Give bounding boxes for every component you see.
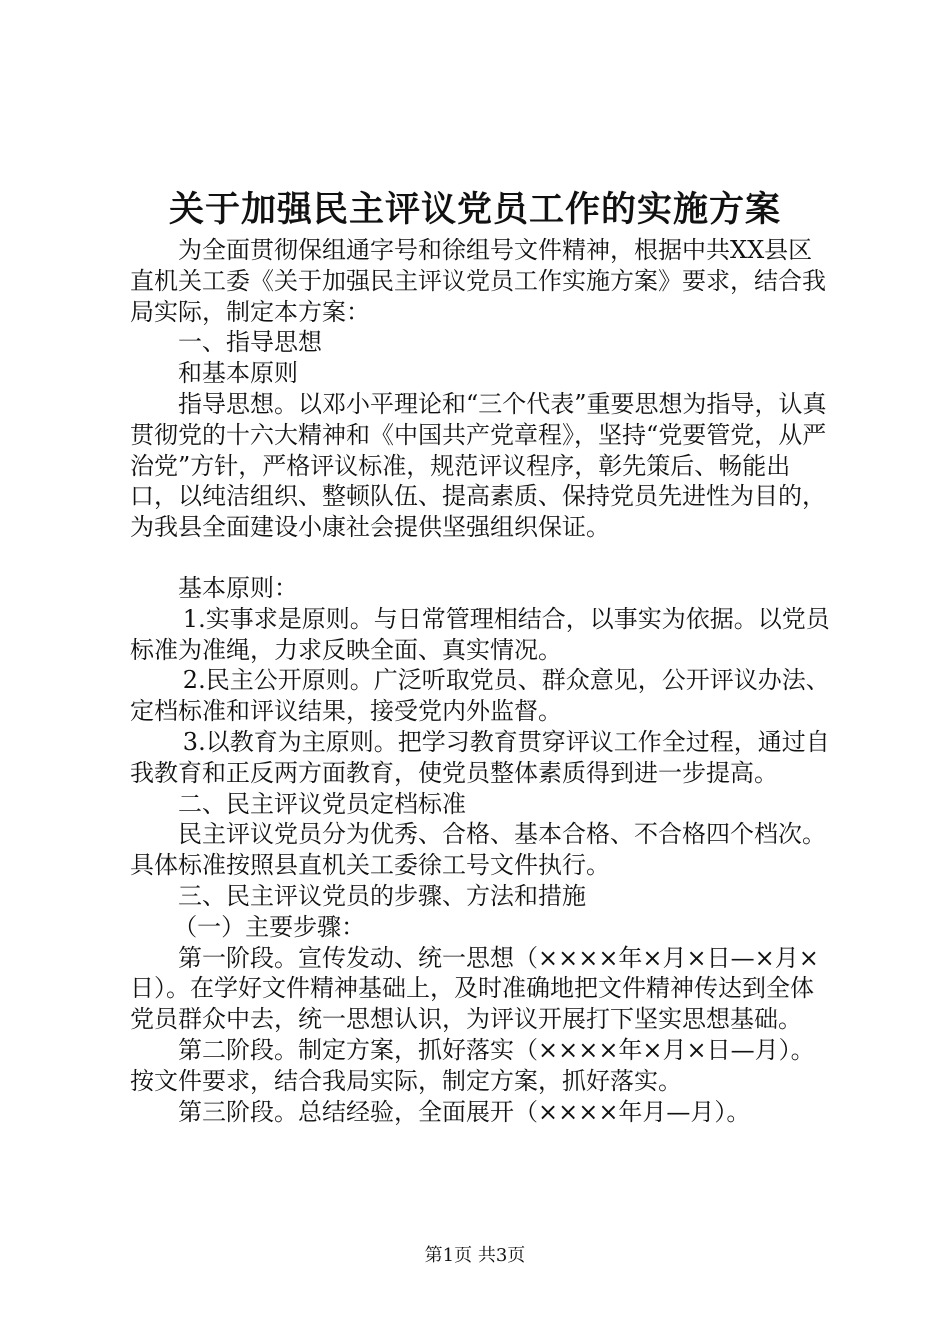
document-body — [130, 235, 835, 1127]
subheading-basic-principles: 基本原则： — [178, 573, 298, 602]
section-heading-1-continued: 和基本原则 — [178, 359, 298, 388]
paragraph-stage-3: 第三阶段。总结经验，全面展开（××××年月—月）。 — [178, 1097, 751, 1126]
section-heading-1: 一、指导思想 — [178, 328, 322, 357]
principle-item-2: 2.民主公开原则。广泛听取党员、群众意见，公开评议办法、定档标准和评议结果，接受党内外监督。 — [130, 666, 830, 726]
section-heading-2: 二、民主评议党员定档标准 — [178, 789, 466, 818]
paragraph-grading-standard: 民主评议党员分为优秀、合格、基本合格、不合格四个档次。具体标准按照县直机关工委徐工号文件执行。 — [130, 820, 826, 880]
paragraph-stage-2: 第二阶段。制定方案，抓好落实（××××年×月×日—月）。按文件要求，结合我局实际，制定方案，抓好落实。 — [130, 1035, 815, 1095]
principle-item-3: 3.以教育为主原则。把学习教育贯穿评议工作全过程，通过自我教育和正反两方面教育，使党员整体素质得到进一步提高。 — [130, 727, 830, 787]
paragraph-intro: 为全面贯彻保组通字号和徐组号文件精神，根据中共XX县区直机关工委《关于加强民主评议党员工作实施方案》要求，结合我局实际，制定本方案： — [130, 236, 826, 326]
section-heading-3: 三、民主评议党员的步骤、方法和措施 — [178, 881, 586, 910]
document-title: 关于加强民主评议党员工作的实施方案 — [168, 189, 781, 230]
paragraph-guiding-ideology: 指导思想。以邓小平理论和“三个代表”重要思想为指导，认真贯彻党的十六大精神和《中国共产党章程》，坚持“党要管党，从严治党”方针，严格评议标准，规范评议程序，彰先策后、畅能出口，以纯洁组织、整顿队伍、提高素质、保持党员先进性为目的，为我县全面建设小康社会提供坚强组织保证。 — [130, 389, 827, 542]
page-footer: 第1页 共3页 — [424, 1245, 526, 1266]
subheading-main-steps: （一）主要步骤： — [173, 912, 366, 941]
paragraph-stage-1: 第一阶段。宣传发动、统一思想（××××年×月×日—×月×日）。在学好文件精神基础上，及时准确地把文件精神传达到全体党员群众中去，统一思想认识，为评议开展打下坚实思想基础。 — [130, 943, 819, 1034]
principle-item-1: 1.实事求是原则。与日常管理相结合，以事实为依据。以党员标准为准绳，力求反映全面、真实情况。 — [130, 604, 830, 664]
